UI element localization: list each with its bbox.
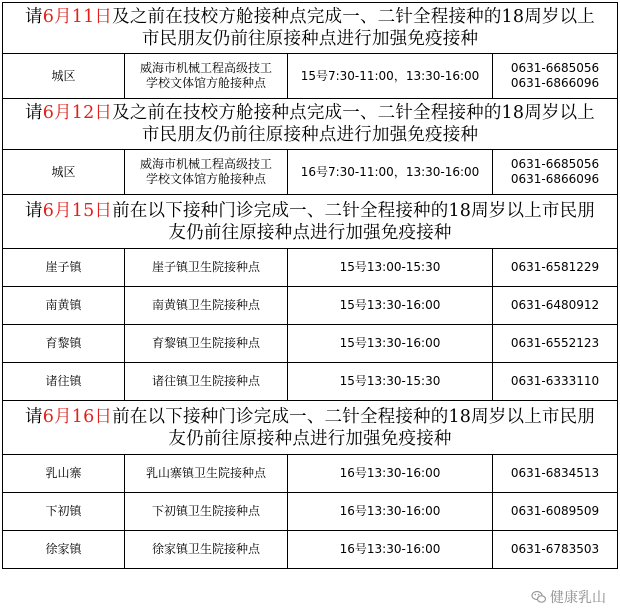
phone-line2: 0631-6866096 bbox=[510, 76, 600, 90]
area-cell: 南黄镇 bbox=[3, 287, 125, 325]
phone-cell bbox=[493, 54, 618, 99]
site-cell: 下初镇卫生院接种点 bbox=[125, 493, 288, 531]
phone-cell bbox=[493, 150, 618, 195]
area-cell: 城区 bbox=[3, 150, 125, 195]
time-cell: 15号13:30-16:00 bbox=[288, 325, 493, 363]
time-cell: 15号13:00-15:30 bbox=[288, 249, 493, 287]
site-cell: 崖子镇卫生院接种点 bbox=[125, 249, 288, 287]
site-cell bbox=[125, 150, 288, 195]
table-row bbox=[3, 493, 618, 531]
time-cell: 16号13:30-16:00 bbox=[288, 455, 493, 493]
section-header bbox=[3, 195, 618, 249]
table-row bbox=[3, 531, 618, 569]
area-cell: 乳山寨 bbox=[3, 455, 125, 493]
area-cell: 育黎镇 bbox=[3, 325, 125, 363]
header-prefix: 请 bbox=[25, 7, 43, 27]
site-line2: 学校文体馆方舱接种点 bbox=[145, 172, 266, 186]
area-cell: 下初镇 bbox=[3, 493, 125, 531]
section-header-cell bbox=[3, 3, 618, 54]
header-line2: 市民朋友仍前往原接种点进行加强免疫接种 bbox=[141, 125, 479, 145]
phone-cell: 0631-6333110 bbox=[493, 363, 618, 401]
table-row bbox=[3, 249, 618, 287]
table-row bbox=[3, 54, 618, 99]
time-cell: 15号13:30-16:00 bbox=[288, 287, 493, 325]
site-line2: 学校文体馆方舱接种点 bbox=[145, 76, 266, 90]
phone-line1: 0631-6685056 bbox=[510, 157, 600, 171]
section-header-cell bbox=[3, 99, 618, 150]
header-line1: 前在以下接种门诊完成一、二针全程接种的18周岁以上市民朋 bbox=[112, 200, 596, 221]
site-cell: 徐家镇卫生院接种点 bbox=[125, 531, 288, 569]
section-header bbox=[3, 99, 618, 150]
header-line2: 友仍前往原接种点进行加强免疫接种 bbox=[168, 428, 452, 449]
header-date: 6月15日 bbox=[42, 200, 113, 221]
wechat-icon bbox=[531, 589, 547, 605]
header-prefix: 请 bbox=[25, 406, 43, 427]
time-cell: 16号7:30-11:00，13:30-16:00 bbox=[288, 150, 493, 195]
table-row bbox=[3, 287, 618, 325]
site-cell bbox=[125, 54, 288, 99]
header-line2: 市民朋友仍前往原接种点进行加强免疫接种 bbox=[141, 29, 479, 49]
phone-cell: 0631-6834513 bbox=[493, 455, 618, 493]
site-cell: 乳山寨镇卫生院接种点 bbox=[125, 455, 288, 493]
phone-line2: 0631-6866096 bbox=[510, 172, 600, 186]
area-cell: 崖子镇 bbox=[3, 249, 125, 287]
phone-cell: 0631-6089509 bbox=[493, 493, 618, 531]
phone-cell: 0631-6552123 bbox=[493, 325, 618, 363]
area-cell: 诸往镇 bbox=[3, 363, 125, 401]
watermark-text: 健康乳山 bbox=[550, 590, 606, 606]
time-cell: 15号7:30-11:00，13:30-16:00 bbox=[288, 54, 493, 99]
table-row bbox=[3, 325, 618, 363]
table-row bbox=[3, 363, 618, 401]
header-prefix: 请 bbox=[25, 200, 43, 221]
header-date: 6月11日 bbox=[42, 7, 113, 27]
header-line1: 及之前在技校方舱接种点完成一、二针全程接种的18周岁以上 bbox=[112, 7, 596, 27]
site-cell: 诸往镇卫生院接种点 bbox=[125, 363, 288, 401]
header-prefix: 请 bbox=[25, 103, 43, 123]
section-header bbox=[3, 3, 618, 54]
section-header bbox=[3, 401, 618, 455]
table-row bbox=[3, 150, 618, 195]
time-cell: 15号13:30-15:30 bbox=[288, 363, 493, 401]
phone-cell: 0631-6480912 bbox=[493, 287, 618, 325]
time-cell: 16号13:30-16:00 bbox=[288, 493, 493, 531]
area-cell: 徐家镇 bbox=[3, 531, 125, 569]
phone-cell: 0631-6581229 bbox=[493, 249, 618, 287]
table-row bbox=[3, 455, 618, 493]
section-header-cell bbox=[3, 195, 618, 249]
site-line1: 威海市机械工程高级技工 bbox=[139, 61, 272, 75]
header-line1: 前在以下接种门诊完成一、二针全程接种的18周岁以上市民朋 bbox=[112, 406, 596, 427]
header-line1: 及之前在技校方舱接种点完成一、二针全程接种的18周岁以上 bbox=[112, 103, 596, 123]
header-line2: 友仍前往原接种点进行加强免疫接种 bbox=[168, 222, 452, 243]
section-header-cell bbox=[3, 401, 618, 455]
site-cell: 南黄镇卫生院接种点 bbox=[125, 287, 288, 325]
header-date: 6月16日 bbox=[42, 406, 113, 427]
site-cell: 育黎镇卫生院接种点 bbox=[125, 325, 288, 363]
vaccination-schedule-table bbox=[2, 2, 618, 569]
area-cell: 城区 bbox=[3, 54, 125, 99]
phone-line1: 0631-6685056 bbox=[510, 61, 600, 75]
time-cell: 16号13:30-16:00 bbox=[288, 531, 493, 569]
site-line1: 威海市机械工程高级技工 bbox=[139, 157, 272, 171]
watermark bbox=[531, 587, 606, 607]
header-date: 6月12日 bbox=[42, 103, 113, 123]
phone-cell: 0631-6783503 bbox=[493, 531, 618, 569]
